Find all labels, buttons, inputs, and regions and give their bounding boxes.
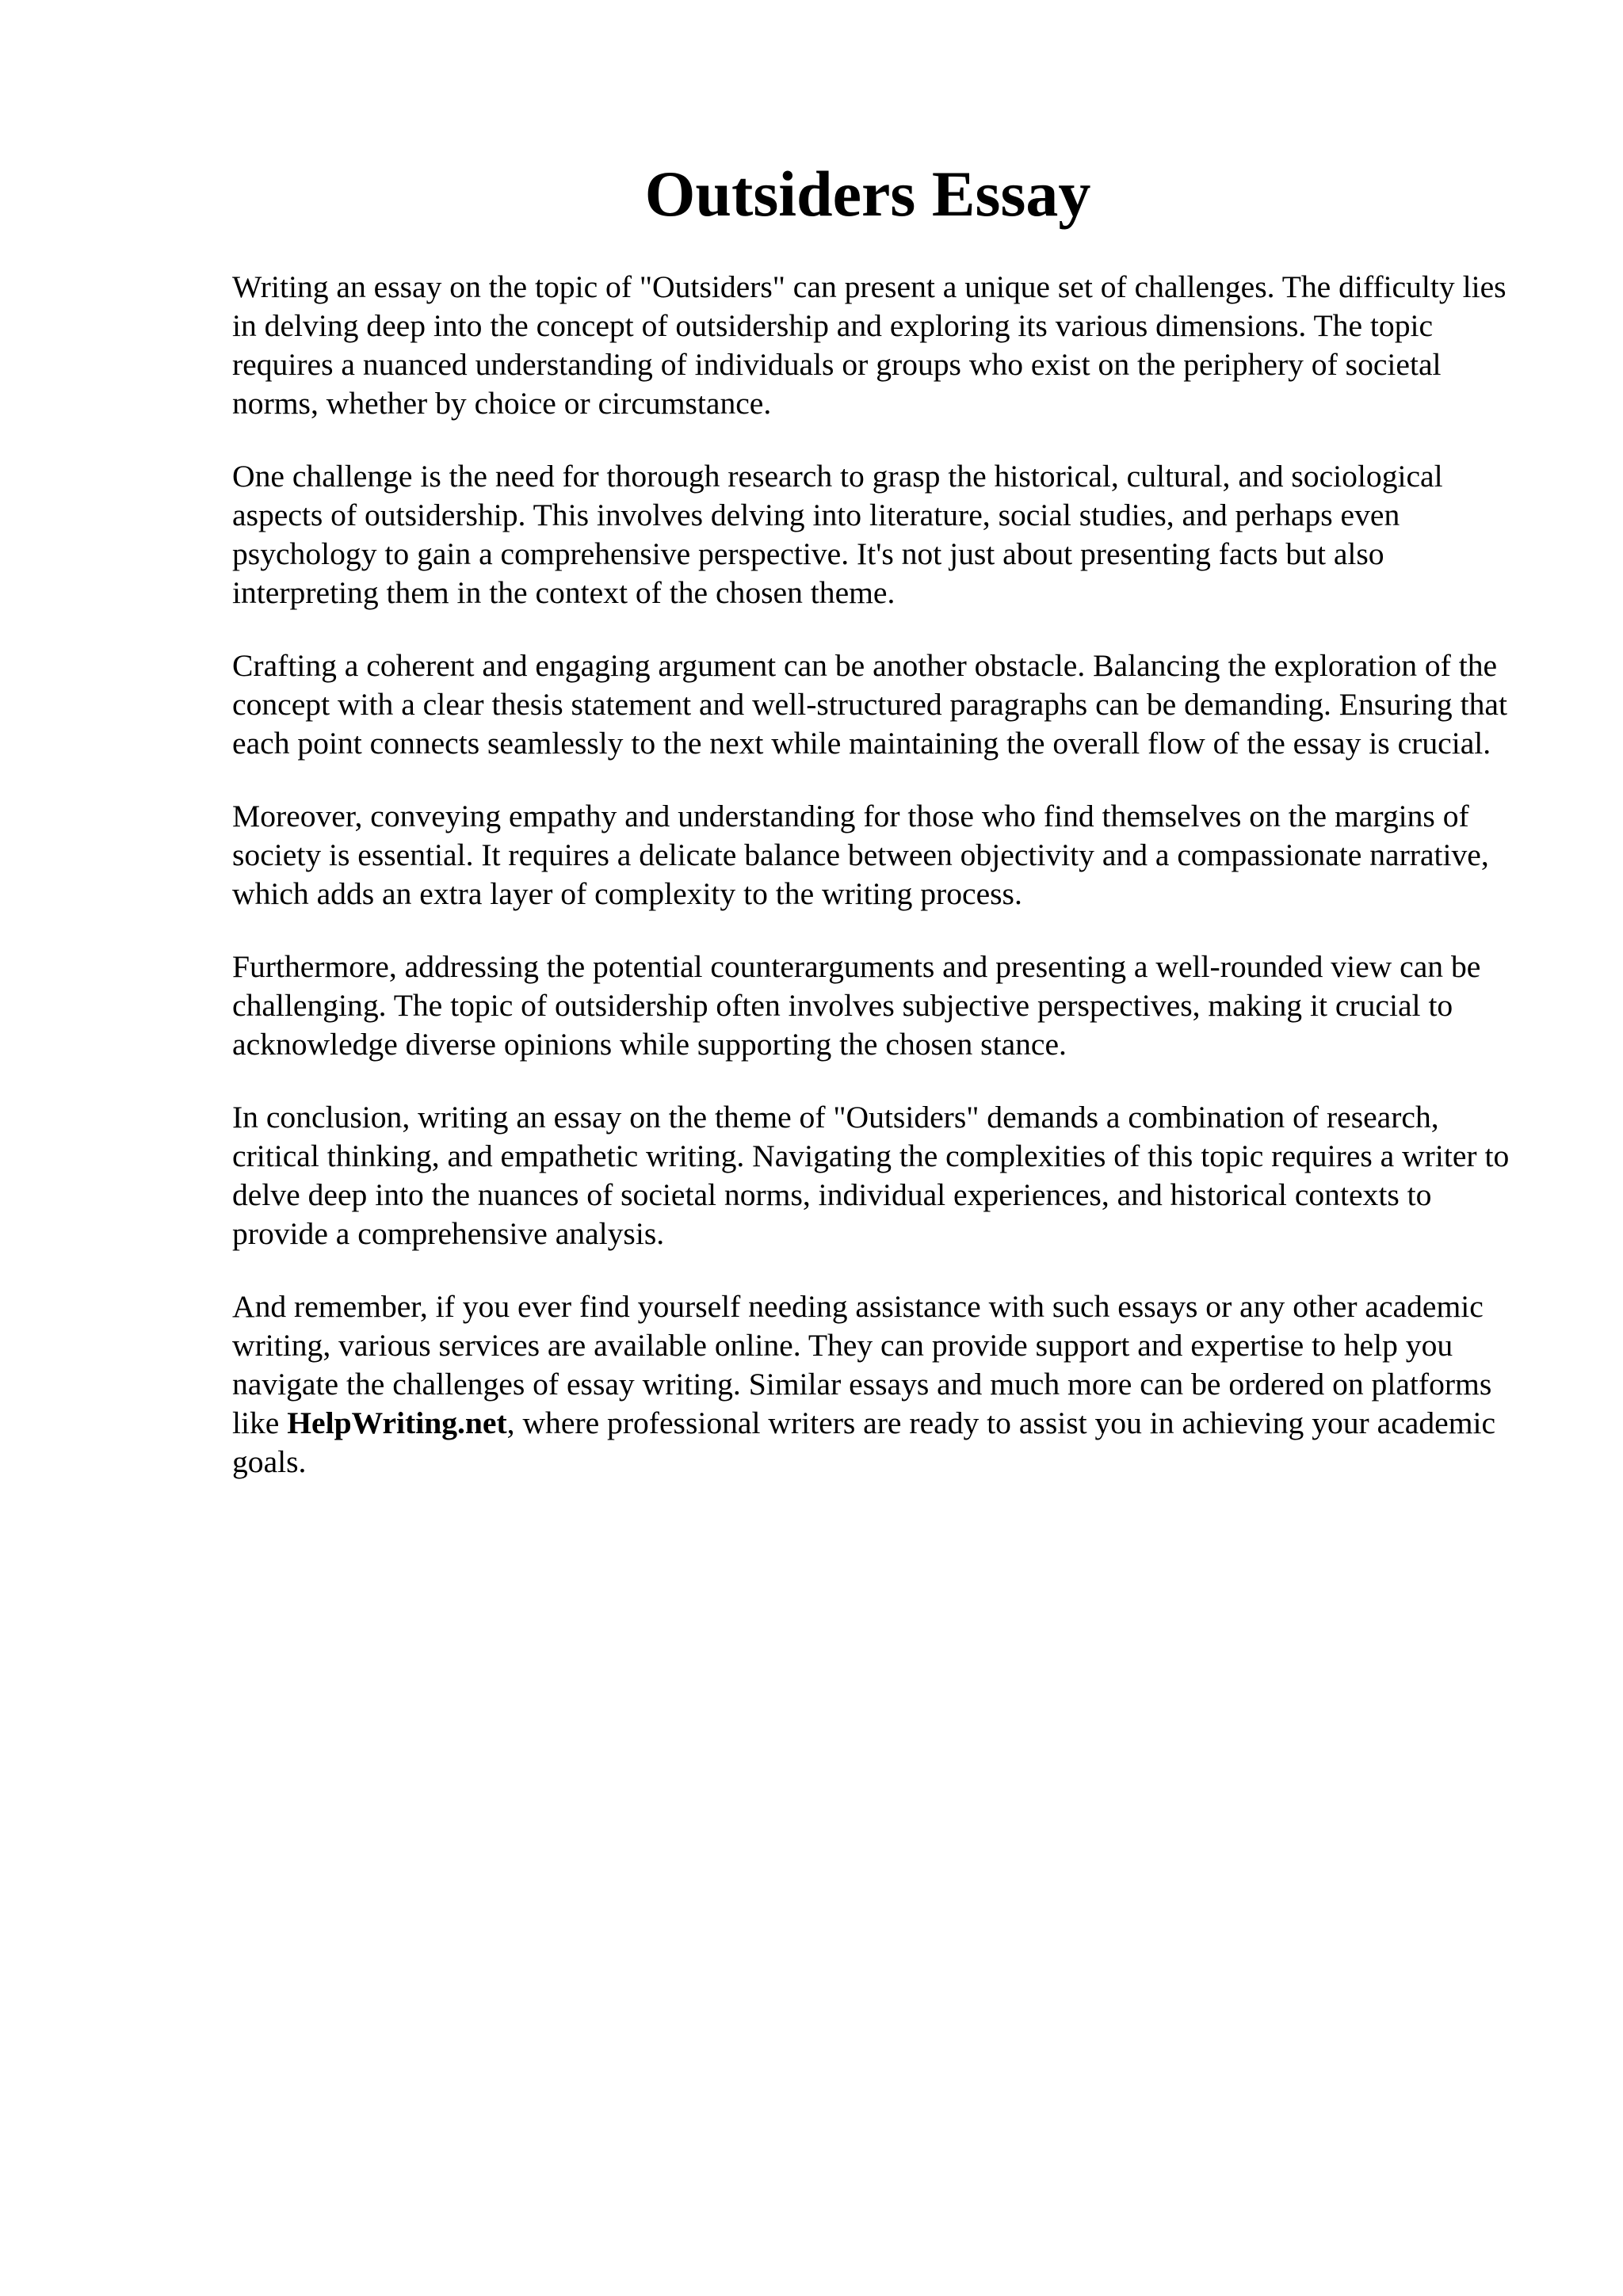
essay-body [232, 268, 1532, 1516]
paragraph: Crafting a coherent and engaging argument can be another obstacle. Balancing the exploration of the concept with a clear thesis statement and well-structured paragraphs can be demanding. Ensuring that each point connects seamlessly to the next while maintaining the overall flow of the essay is crucial. [232, 648, 1507, 761]
brand-name: HelpWriting.net [287, 1405, 507, 1440]
paragraph: Writing an essay on the topic of "Outsiders" can present a unique set of challenges. The difficulty lies in delving deep into the concept of outsidership and exploring its various dimensions. The topic requires a nuanced understanding of individuals or groups who exist on the periphery of societal norms, whether by choice or circumstance. [232, 269, 1507, 421]
paragraph: Moreover, conveying empathy and understanding for those who find themselves on the margins of society is essential. It requires a delicate balance between objectivity and a compassionate narrative, which adds an extra layer of complexity to the writing process. [232, 799, 1489, 911]
paragraph: One challenge is the need for thorough research to grasp the historical, cultural, and sociological aspects of outsidership. This involves delving into literature, social studies, and perhaps even psychology to gain a comprehensive perspective. It's not just about presenting facts but also interpreting them in the context of the chosen theme. [232, 459, 1443, 610]
paragraph: In conclusion, writing an essay on the theme of "Outsiders" demands a combination of research, critical thinking, and empathetic writing. Navigating the complexities of this topic requires a writer to delve deep into the nuances of societal norms, individual experiences, and historical contexts to provide a comprehensive analysis. [232, 1100, 1510, 1251]
closing-text-after: , where professional writers are ready to assist you in achieving your academic goals. [232, 1405, 1496, 1479]
closing-paragraph [232, 1287, 1532, 1482]
document-title: Outsiders Essay [644, 158, 1091, 230]
paragraph: Furthermore, addressing the potential counterarguments and presenting a well-rounded view can be challenging. The topic of outsidership often involves subjective perspectives, making it crucial to acknowledge diverse opinions while supporting the chosen stance. [232, 949, 1481, 1062]
closing-text-before: And remember, if you ever find yourself needing assistance with such essays or any other academic writing, various services are available online. They can provide support and expertise to help you navigate the challenges of essay writing. Similar essays and much more can be ordered on platforms like [232, 1289, 1492, 1440]
